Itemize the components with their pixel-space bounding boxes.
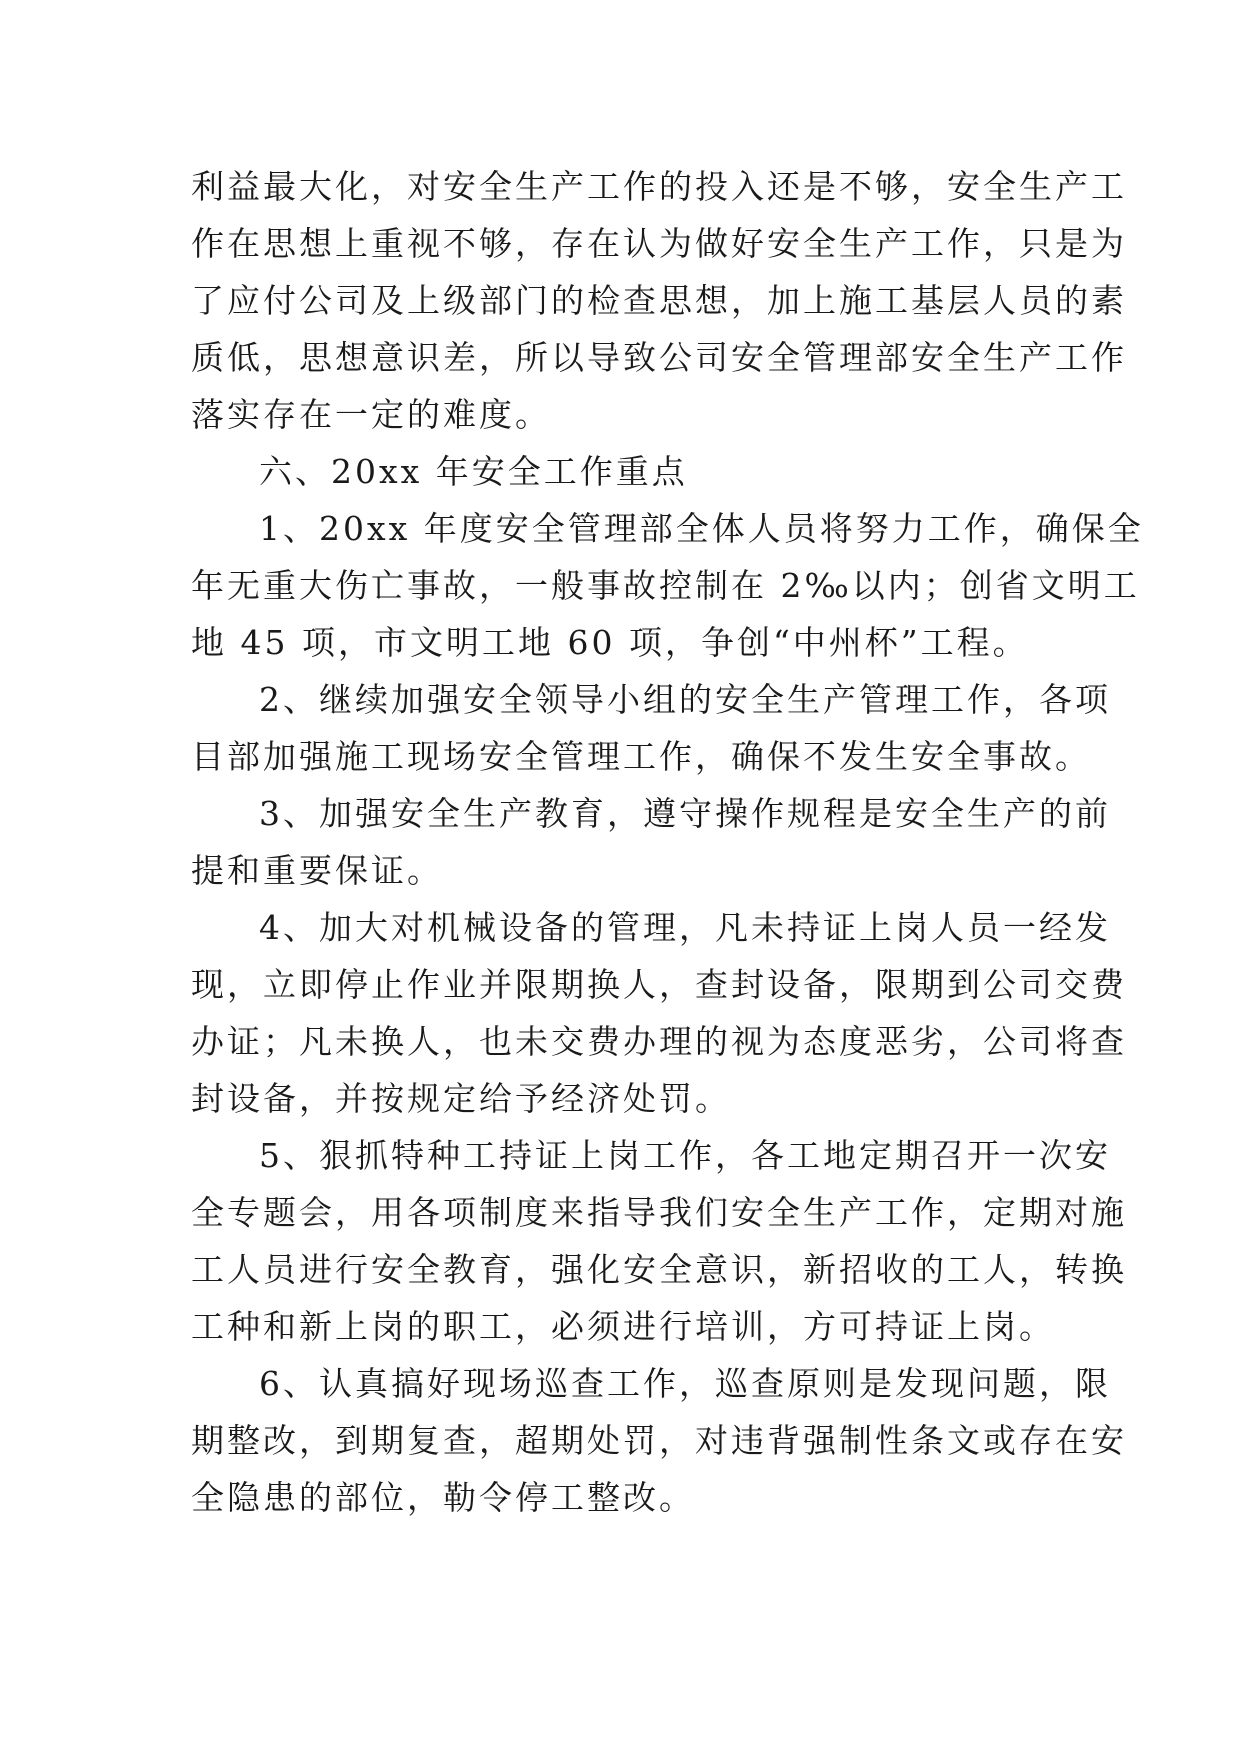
text-line: 期整改，到期复查，超期处罚，对违背强制性条文或存在安 [191, 1421, 1127, 1460]
text-line: 5、狠抓特种工持证上岗工作，各工地定期召开一次安 [259, 1136, 1111, 1175]
text-line: 3、加强安全生产教育，遵守操作规程是安全生产的前 [259, 794, 1111, 833]
list-item-5 [191, 1127, 1127, 1355]
text-line: 全隐患的部位，勒令停工整改。 [191, 1478, 695, 1517]
text-line: 落实存在一定的难度。 [191, 395, 551, 434]
text-line: 目部加强施工现场安全管理工作，确保不发生安全事故。 [191, 737, 1091, 776]
list-item-2 [191, 671, 1111, 785]
text-line: 4、加大对机械设备的管理，凡未持证上岗人员一经发 [259, 908, 1111, 947]
paragraph-intro [191, 158, 1127, 443]
text-line: 1、20xx 年度安全管理部全体人员将努力工作，确保全 [259, 509, 1144, 548]
text-line: 现，立即停止作业并限期换人，查封设备，限期到公司交费 [191, 965, 1127, 1004]
text-line: 全专题会，用各项制度来指导我们安全生产工作，定期对施 [191, 1193, 1127, 1232]
list-item-1 [191, 500, 1144, 671]
text-line: 年无重大伤亡事故，一般事故控制在 2‰以内；创省文明工 [191, 566, 1140, 605]
document-body [191, 158, 1144, 1526]
list-item-6 [191, 1355, 1127, 1526]
text-line: 封设备，并按规定给予经济处罚。 [191, 1079, 731, 1118]
text-line: 工种和新上岗的职工，必须进行培训，方可持证上岗。 [191, 1307, 1055, 1346]
text-line: 2、继续加强安全领导小组的安全生产管理工作，各项 [259, 680, 1111, 719]
heading-text: 六、20xx 年安全工作重点 [259, 452, 688, 491]
text-line: 质低，思想意识差，所以导致公司安全管理部安全生产工作 [191, 338, 1127, 377]
text-line: 6、认真搞好现场巡查工作，巡查原则是发现问题，限 [259, 1364, 1111, 1403]
text-line: 了应付公司及上级部门的检查思想，加上施工基层人员的素 [191, 281, 1127, 320]
text-line: 作在思想上重视不够，存在认为做好安全生产工作，只是为 [191, 224, 1127, 263]
text-line: 地 45 项，市文明工地 60 项，争创“中州杯”工程。 [191, 623, 1029, 662]
list-item-4 [191, 899, 1127, 1127]
text-line: 工人员进行安全教育，强化安全意识，新招收的工人，转换 [191, 1250, 1127, 1289]
list-item-3 [191, 785, 1111, 899]
text-line: 利益最大化，对安全生产工作的投入还是不够，安全生产工 [191, 167, 1127, 206]
text-line: 办证；凡未换人，也未交费办理的视为态度恶劣，公司将查 [191, 1022, 1127, 1061]
text-line: 提和重要保证。 [191, 851, 443, 890]
section-heading [191, 443, 1053, 500]
